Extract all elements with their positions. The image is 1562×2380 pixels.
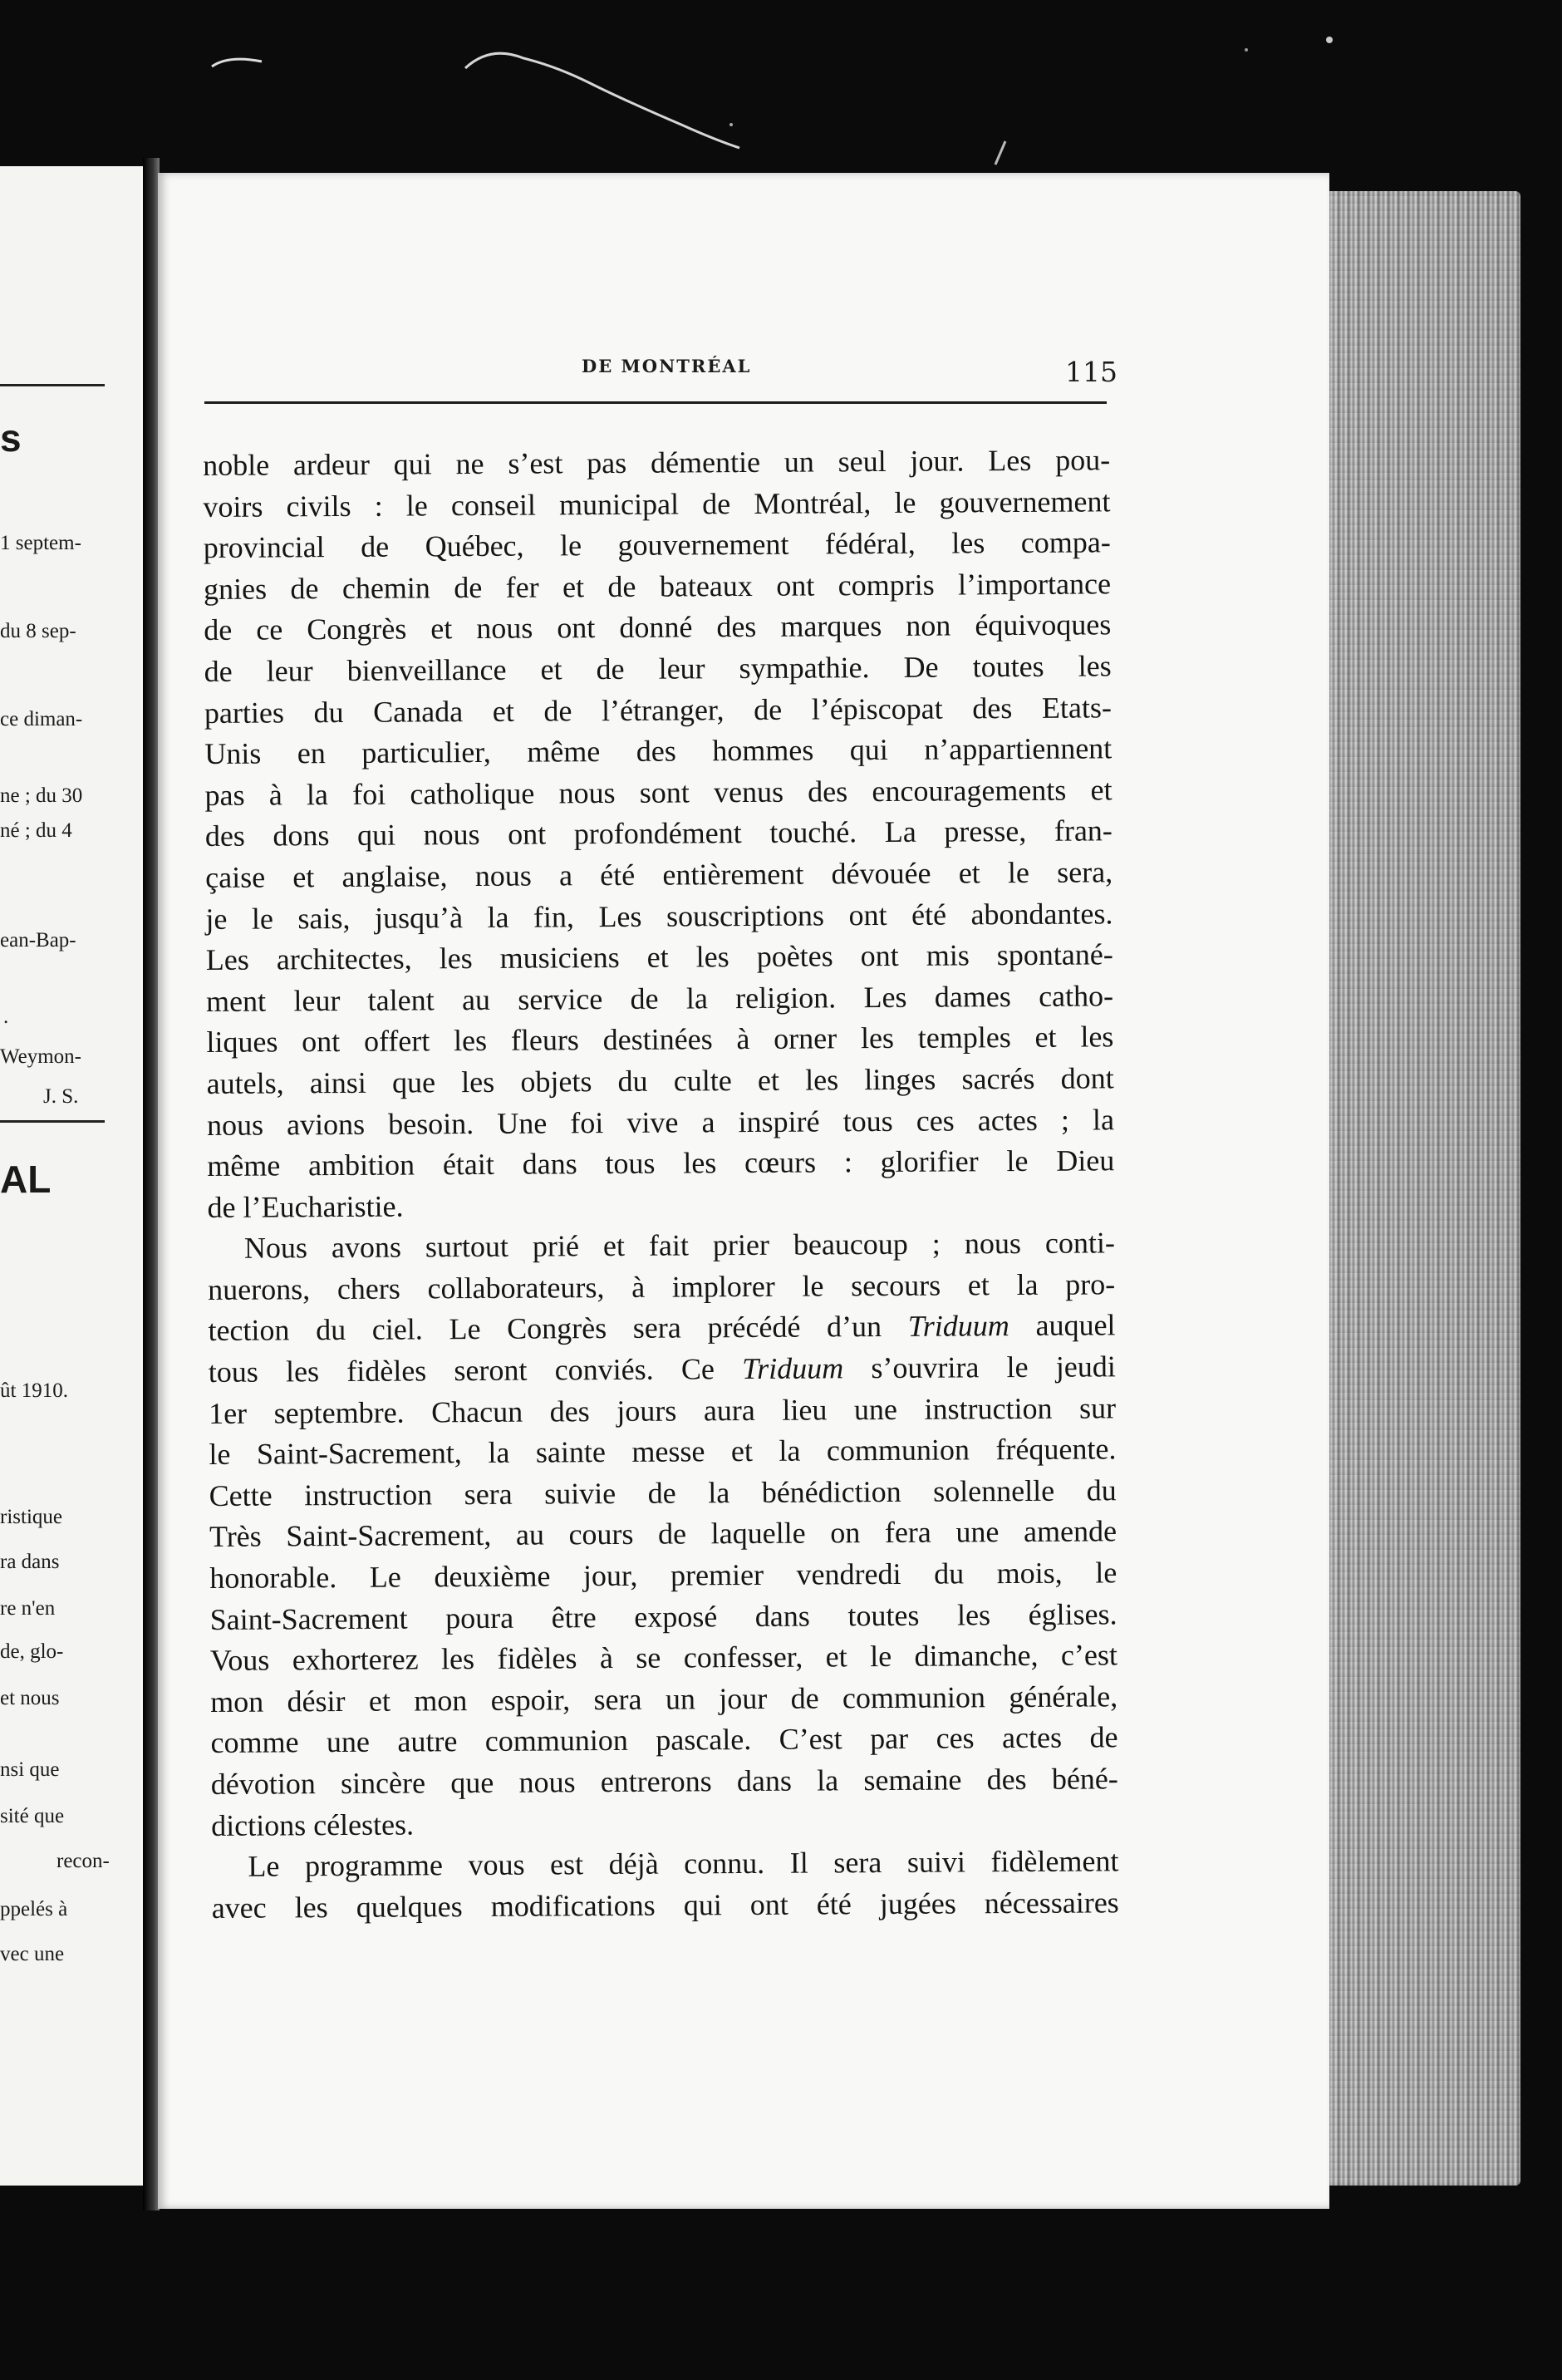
text-line: ment leur talent au service de la religion. Les dames catho-	[205, 979, 1114, 1018]
text-line: Très Saint-Sacrement, au cours de laquelle on fera une amende	[209, 1514, 1117, 1554]
text-line: liques ont offert les fleurs destinées à orner les temples et les	[206, 1020, 1114, 1060]
previous-page-fragment: du 8 sep-	[0, 620, 76, 642]
previous-page-fragment: re n'en	[0, 1597, 56, 1620]
text-line: autels, ainsi que les objets du culte et les linges sacrés dont	[206, 1061, 1114, 1100]
page-number: 115	[1065, 356, 1117, 388]
text-line: Unis en particulier, même des hommes qui n’appartiennent	[204, 731, 1113, 771]
text-line: avec les quelques modifications qui ont été jugées nécessaires	[211, 1886, 1119, 1925]
text-line: de ce Congrès et nous ont donné des marques non équivoques	[204, 607, 1112, 647]
text-line: honorable. Le deuxième jour, premier vendredi du mois, le	[209, 1556, 1117, 1596]
text-line: dictions célestes.	[211, 1807, 415, 1842]
previous-page-fragment: 1 septem-	[0, 532, 81, 554]
text-line: mon désir et mon espoir, sera un jour de communion générale,	[210, 1679, 1118, 1719]
text-line: dévotion sincère que nous entrerons dans la semaine des béné-	[210, 1762, 1118, 1801]
previous-page-fragment: de, glo-	[0, 1640, 64, 1663]
text-line: voirs civils : le conseil municipal de Montréal, le gouvernement	[203, 484, 1111, 524]
text-line: même ambition était dans tous les cœurs : glorifier le Dieu	[207, 1143, 1115, 1183]
text-line: çaise et anglaise, nous a été entièrement dévouée et le sera,	[205, 855, 1113, 894]
text-line: noble ardeur qui ne s’est pas démentie un seul jour. Les pou-	[203, 443, 1111, 482]
previous-page-fragment: ce diman-	[0, 708, 83, 730]
text-line: nous avions besoin. Une foi vive a inspiré tous ces actes ; la	[206, 1102, 1115, 1142]
previous-page-fragment: né ; du 4	[0, 819, 72, 842]
text-line: comme une autre communion pascale. C’est par ces actes de	[210, 1720, 1118, 1760]
text-line: des dons qui nous ont profondément touché. La presse, fran-	[204, 814, 1113, 853]
text-line: pas à la foi catholique nous sont venus des encouragements et	[204, 773, 1113, 812]
previous-page-fragment: ppelés à	[0, 1898, 68, 1920]
previous-page-fragment: AL	[0, 1158, 52, 1201]
text-line: Le programme vous est déjà connu. Il sera suivi fidèlement	[248, 1844, 1119, 1883]
text-line: de l’Eucharistie.	[207, 1189, 404, 1224]
text-line: nuerons, chers collaborateurs, à implorer le secours et la pro-	[208, 1267, 1116, 1306]
text-line: je le sais, jusqu’à la fin, Les souscriptions ont été abondantes.	[205, 896, 1113, 936]
previous-page-fragment: et nous	[0, 1687, 60, 1709]
previous-page-fragment: recon-	[56, 1850, 110, 1872]
text-line: gnies de chemin de fer et de bateaux ont compris l’importance	[203, 567, 1112, 606]
previous-page-fragment: vec une	[0, 1943, 65, 1965]
previous-page-fragment: sité que	[0, 1805, 65, 1827]
previous-page-fragment: .	[3, 1006, 9, 1028]
previous-page-fragment: ra dans	[0, 1551, 60, 1573]
previous-page-fragment: s	[0, 416, 22, 460]
text-line: tous les fidèles seront conviés. Ce Triduum s’ouvrira le jeudi	[208, 1350, 1116, 1389]
previous-page-fragment: Weymon-	[0, 1045, 81, 1068]
previous-page-fragment: ean-Bap-	[0, 929, 76, 952]
text-line: Les architectes, les musiciens et les poètes ont mis spontané-	[205, 937, 1113, 977]
text-line: Cette instruction sera suivie de la bénédiction solennelle du	[209, 1473, 1117, 1512]
previous-page-fragment: ût 1910.	[0, 1379, 68, 1402]
previous-page-fragment: ne ; du 30	[0, 784, 83, 807]
previous-page-fragment: ristique	[0, 1506, 62, 1528]
previous-page-fragment: nsi que	[0, 1758, 60, 1781]
text-line: de leur bienveillance et de leur sympathie. De toutes les	[204, 649, 1112, 688]
text-line: parties du Canada et de l’étranger, de l’épiscopat des Etats-	[204, 690, 1113, 730]
text-line: Nous avons surtout prié et fait prier beaucoup ; nous conti-	[243, 1226, 1116, 1265]
text-line: 1er septembre. Chacun des jours aura lieu une instruction sur	[208, 1390, 1117, 1430]
running-head: DE MONTRÉAL	[582, 356, 752, 376]
previous-page-fragment: J. S.	[43, 1085, 79, 1108]
text-line: tection du ciel. Le Congrès sera précédé d’un Triduum auquel	[208, 1308, 1116, 1348]
text-line: Vous exhorterez les fidèles à se confesser, et le dimanche, c’est	[209, 1638, 1118, 1678]
text-line: Saint-Sacrement poura être exposé dans toutes les églises.	[209, 1596, 1117, 1636]
text-line: le Saint-Sacrement, la sainte messe et la communion fréquente.	[209, 1432, 1117, 1472]
text-line: provincial de Québec, le gouvernement fédéral, les compa-	[203, 525, 1111, 565]
